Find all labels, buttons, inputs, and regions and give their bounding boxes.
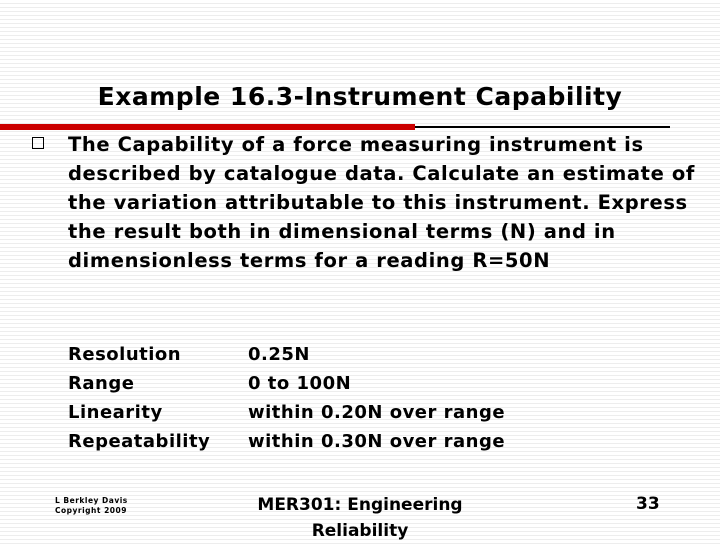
footer-course-line2: Reliability [311,521,409,541]
footer-author-name: L Berkley Davis [55,496,128,505]
footer-copyright: Copyright 2009 [55,506,127,515]
bullet-square-icon [32,137,44,149]
footer-author [55,496,128,516]
spec-label: Resolution [68,344,182,365]
spec-value: 0.25N [248,344,310,365]
title-underline-black [415,126,670,128]
slide-title: Example 16.3-Instrument Capability [97,82,623,111]
spec-value: within 0.30N over range [248,431,506,452]
spec-label: Range [68,373,135,394]
spec-value: within 0.20N over range [248,402,506,423]
bullet-text: The Capability of a force measuring instrument is described by catalogue data. Calculate an estimate of the variation attributable to this instrument. Express the result both in dimensional terms (N) and in dimensionless terms for a reading R=50N [68,133,695,272]
page-number: 33 [636,494,660,514]
spec-label: Repeatability [68,431,211,452]
spec-value: 0 to 100N [248,373,352,394]
footer-course-line1: MER301: Engineering [257,495,463,515]
spec-label: Linearity [68,402,163,423]
footer-course [240,492,480,544]
